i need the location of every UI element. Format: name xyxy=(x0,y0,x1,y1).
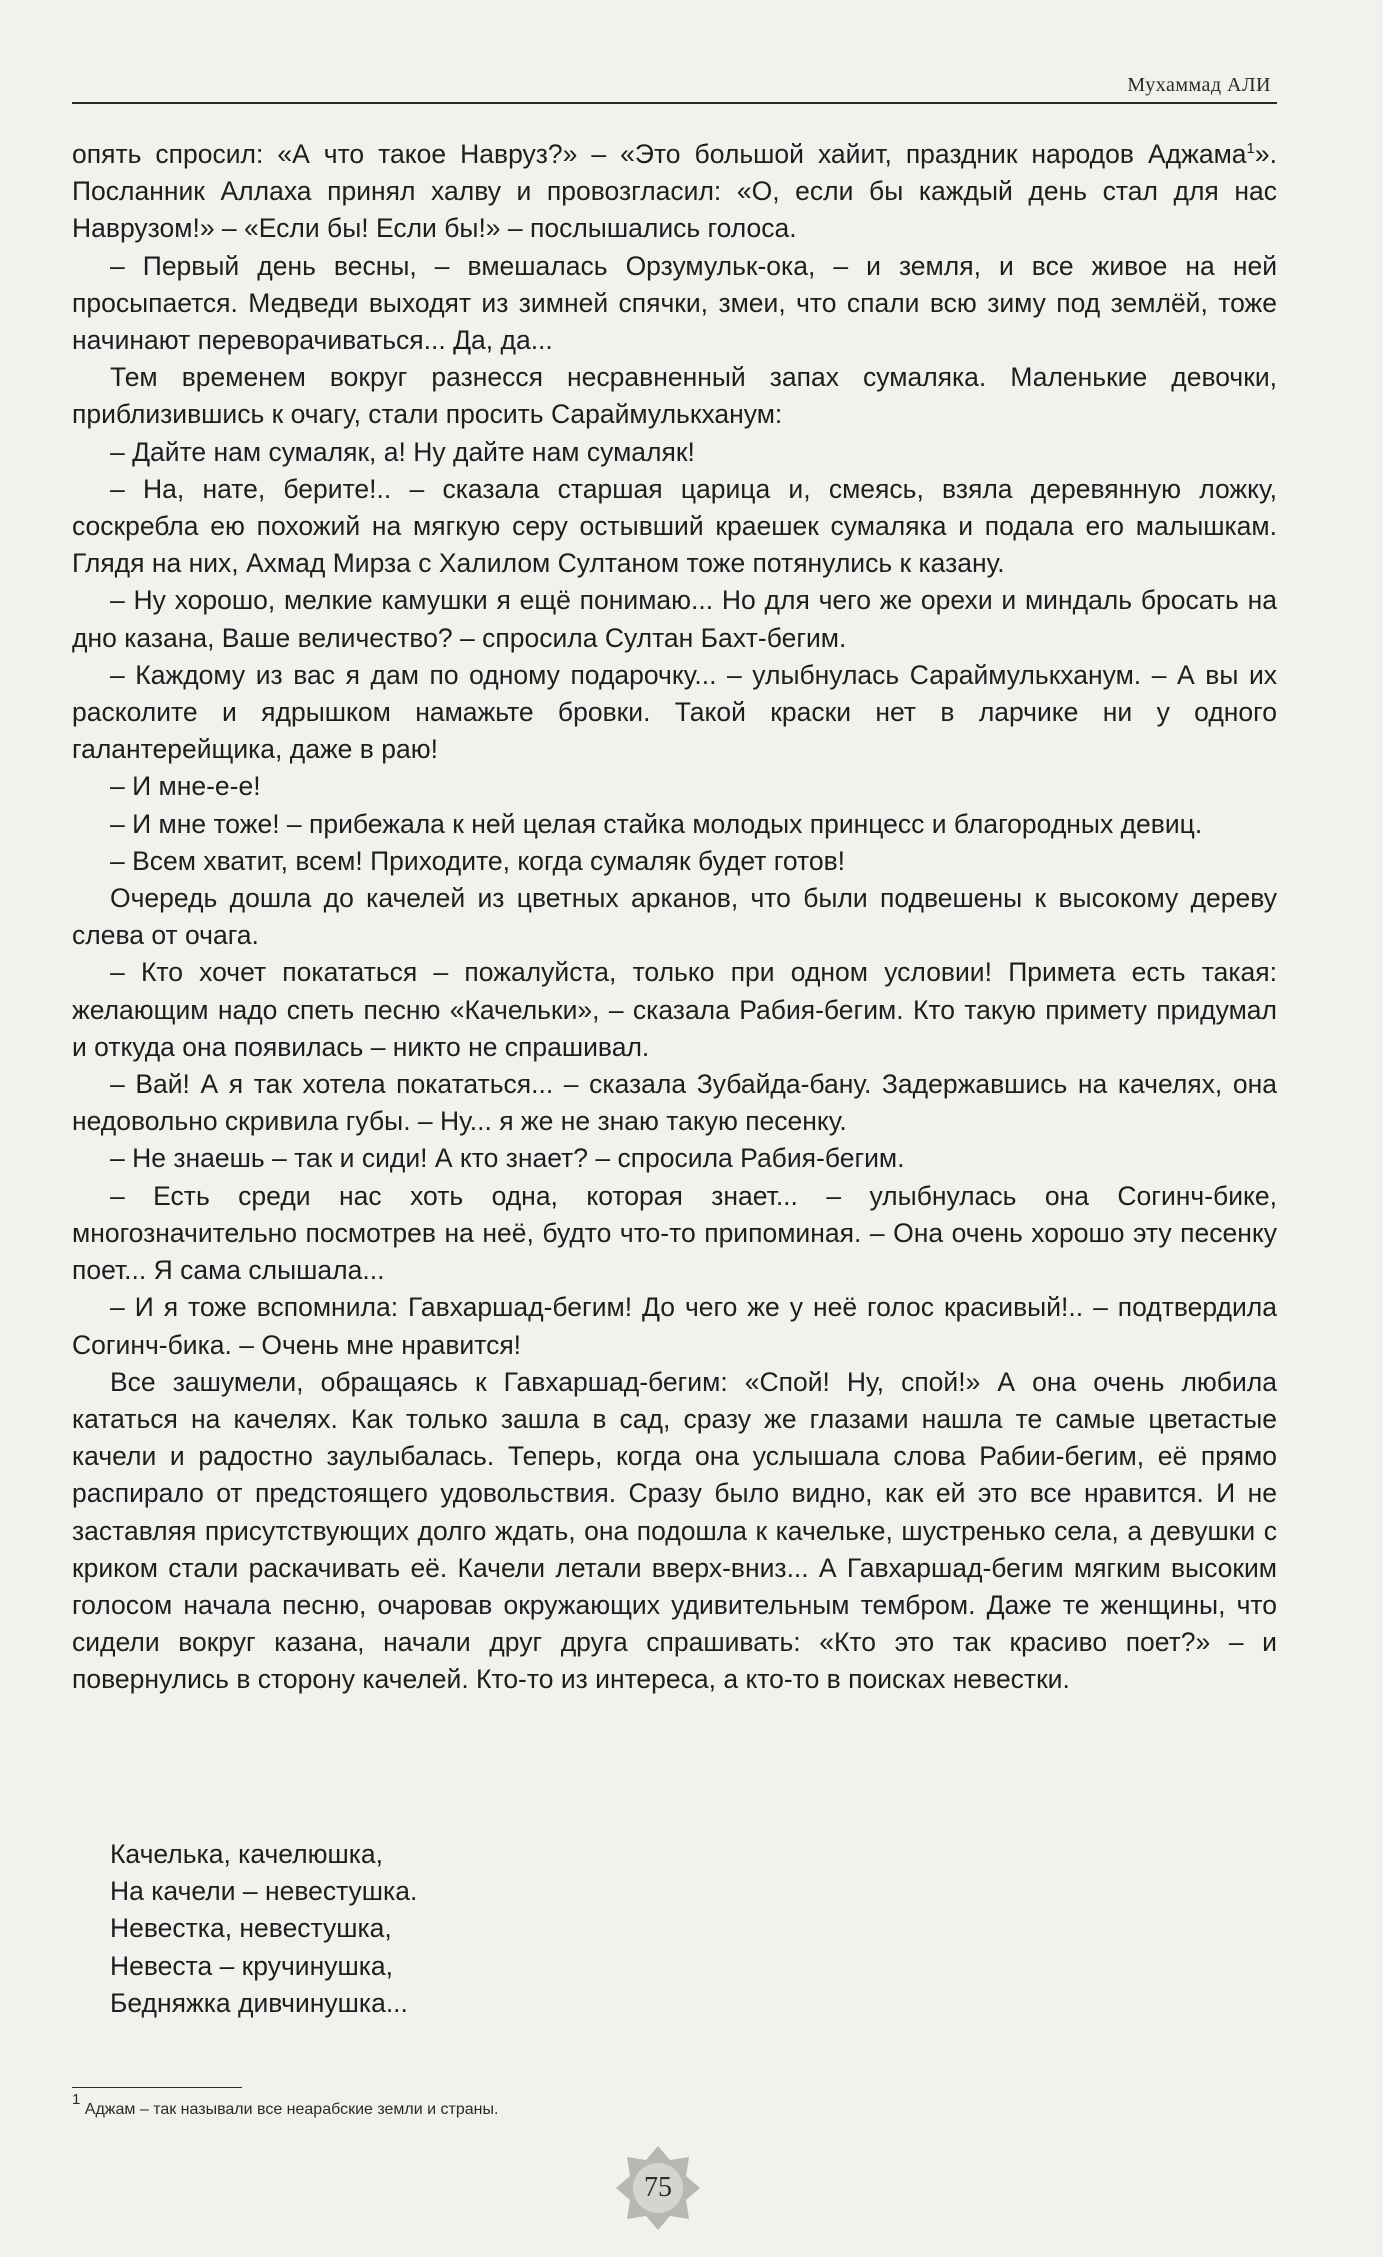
paragraph-text: опять спросил: «А что такое Навруз?» – «Это большой хайит, праздник народов Аджама xyxy=(72,139,1247,169)
page-number-badge xyxy=(612,2142,704,2234)
paragraph-11: Очередь дошла до качелей из цветных арканов, что были подвешены к высокому дереву слева от очага. xyxy=(72,883,1277,951)
paragraph-4: – Дайте нам сумаляк, а! Ну дайте нам сумаляк! xyxy=(110,436,695,467)
poem-line: На качели – невестушка. xyxy=(110,1876,418,1907)
paragraph-1 xyxy=(72,136,1277,248)
poem xyxy=(110,1836,1010,2022)
paragraph-13: – Вай! А я так хотела покататься... – сказала Зубайда-бану. Задержавшись на качелях, она недовольно скривила губы. – Ну... я же не знаю такую песенку. xyxy=(72,1069,1277,1137)
footnote-text: Аджам – так называли все неарабские земли и страны. xyxy=(80,2101,499,2118)
page-number: 75 xyxy=(644,2172,672,2203)
body-text xyxy=(72,136,1277,1699)
paragraph-tail: ». Посланник Аллаха принял халву и провозгласил: «О, если бы каждый день стал для нас Наврузом!» – «Если бы! Если бы!» – послышались голоса. xyxy=(72,139,1277,244)
paragraph-16: – И я тоже вспомнила: Гавхаршад-бегим! До чего же у неё голос красивый!.. – подтвердила Согинч-бика. – Очень мне нравится! xyxy=(72,1292,1277,1360)
paragraph-12: – Кто хочет покататься – пожалуйста, только при одном условии! Примета есть такая: желающим надо спеть песню «Качельки», – сказала Рабия-бегим. Кто такую примету придумал и откуда она появилась – никто не спрашивал. xyxy=(72,957,1277,1062)
footnote-divider xyxy=(72,2087,242,2088)
paragraph-17: Все зашумели, обращаясь к Гавхаршад-бегим: «Спой! Ну, спой!» А она очень любила кататься на качелях. Как только зашла в сад, сразу же глазами нашла те самые цветастые качели и радостно заулыбалась. Теперь, когда она услышала слова Рабии-бегим, её прямо распирало от предстоящего удовольствия. Сразу было видно, как ей это все нравится. И не заставляя присутствующих долго ждать, она подошла к качельке, шустренько села, а девушки с криком стали раскачивать её. Качели летали вверх-вниз... А Гавхаршад-бегим мягким высоким голосом начала песню, очаровав окружающих удивительным тембром. Даже те женщины, что сидели вокруг казана, начали друг друга спрашивать: «Кто это так красиво поет?» – и повернулись в сторону качелей. Кто-то из интереса, а кто-то в поисках невестки. xyxy=(72,1366,1277,1695)
paragraph-3: Тем временем вокруг разнесся несравненный запах сумаляка. Маленькие девочки, приблизившись к очагу, стали просить Сараймулькханум: xyxy=(72,362,1277,430)
paragraph-15: – Есть среди нас хоть одна, которая знает... – улыбнулась она Согинч-бике, многозначительно посмотрев на неё, будто что-то припоминая. – Она очень хорошо эту песенку поет... Я сама слышала... xyxy=(72,1180,1277,1286)
footnote xyxy=(72,2091,499,2119)
paragraph-14: – Не знаешь – так и сиди! А кто знает? – спросила Рабия-бегим. xyxy=(110,1143,905,1174)
poem-line: Бедняжка дивчинушка... xyxy=(110,1987,408,2018)
paragraph-8: – И мне-е-е! xyxy=(110,771,261,802)
paragraph-7: – Каждому из вас я дам по одному подарочку... – улыбнулась Сараймулькханум. – А вы их расколите и ядрышком намажьте бровки. Такой краски нет в ларчике ни у одного галантерейщика, даже в раю! xyxy=(72,659,1277,765)
page-header xyxy=(72,72,1277,104)
paragraph-6: – Ну хорошо, мелкие камушки я ещё понимаю... Но для чего же орехи и миндаль бросать на дно казана, Ваше величество? – спросила Султан Бахт-бегим. xyxy=(72,585,1277,653)
paragraph-2: – Первый день весны, – вмешалась Орзумульк-ока, – и земля, и все живое на ней просыпается. Медведи выходят из зимней спячки, змеи, что спали всю зиму под землёй, тоже начинают переворачиваться... Да, да... xyxy=(72,250,1277,356)
poem-line: Невестка, невестушка, xyxy=(110,1913,392,1944)
paragraph-5: – На, нате, берите!.. – сказала старшая царица и, смеясь, взяла деревянную ложку, соскребла ею похожий на мягкую серу остывший краешек сумаляка и подала его малышкам. Глядя на них, Ахмад Мирза с Халилом Султаном тоже потянулись к казану. xyxy=(72,473,1277,579)
poem-line: Качелька, качелюшка, xyxy=(110,1839,384,1869)
paragraph-9: – И мне тоже! – прибежала к ней целая стайка молодых принцесс и благородных девиц. xyxy=(110,808,1203,839)
running-head: Мухаммад АЛИ xyxy=(1127,74,1271,96)
footnote-ref[interactable]: 1 xyxy=(1246,140,1255,157)
poem-line: Невеста – кручинушка, xyxy=(110,1950,393,1981)
footnote-marker: 1 xyxy=(72,2091,81,2108)
paragraph-10: – Всем хватит, всем! Приходите, когда сумаляк будет готов! xyxy=(110,845,846,876)
